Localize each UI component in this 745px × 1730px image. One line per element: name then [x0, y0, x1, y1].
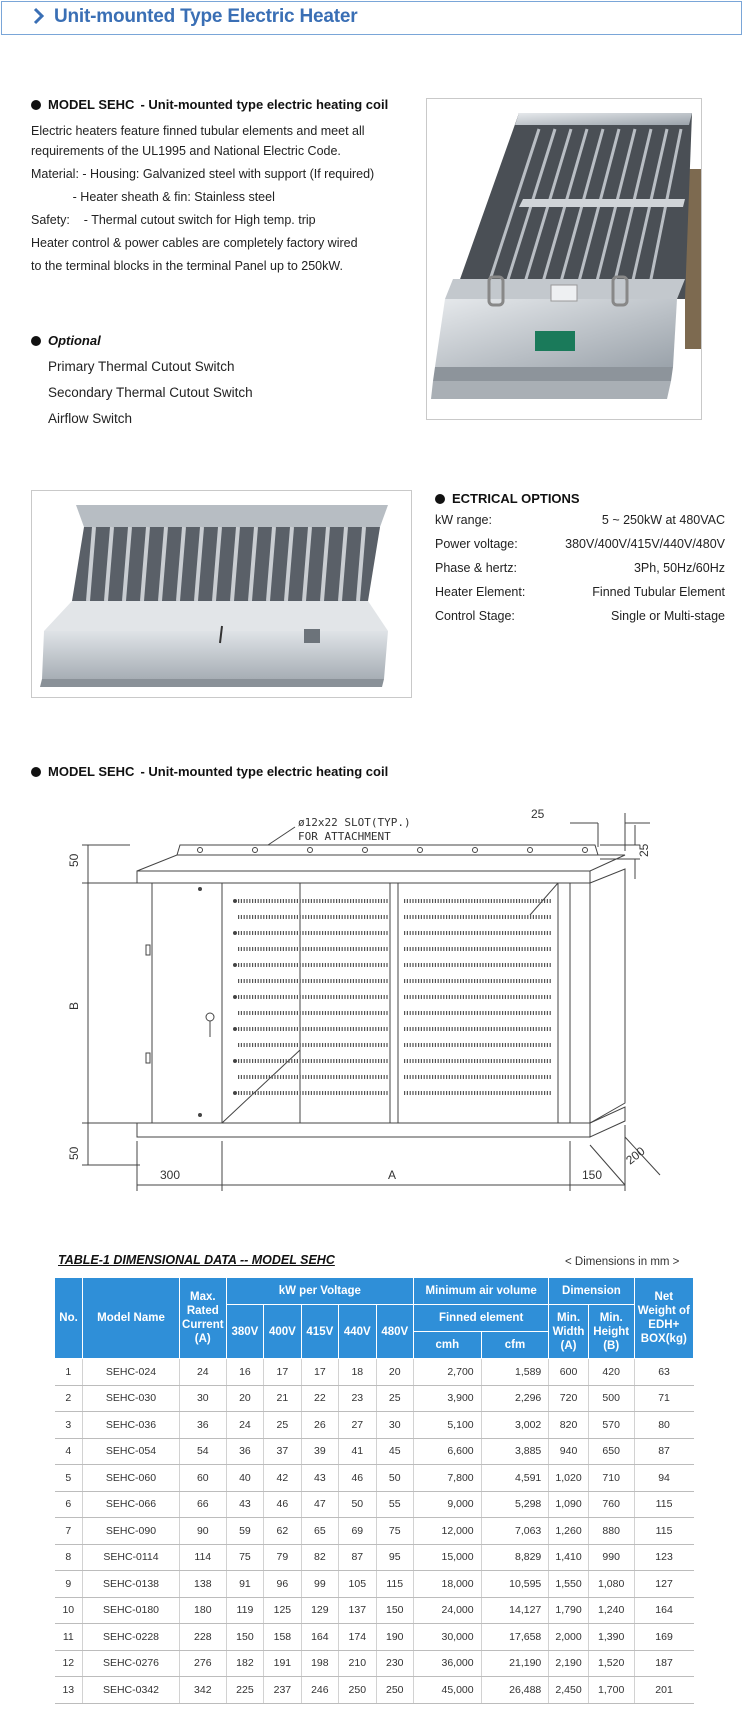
table-cell: 105 [339, 1571, 376, 1598]
table-cell: 8,829 [481, 1544, 549, 1571]
table-cell: 79 [264, 1544, 301, 1571]
table-cell: 17,658 [481, 1624, 549, 1651]
table-cell: 24,000 [413, 1597, 481, 1624]
table-cell: 8 [55, 1544, 83, 1571]
table-cell: SEHC-054 [83, 1438, 180, 1465]
table-cell: 71 [634, 1385, 693, 1412]
table-cell: 75 [226, 1544, 263, 1571]
table-cell: 420 [588, 1359, 634, 1386]
header-no: No. [55, 1278, 83, 1359]
dim-bottom-a: A [388, 1168, 397, 1182]
header-air-group: Minimum air volume [413, 1278, 548, 1305]
table-cell: 1,240 [588, 1597, 634, 1624]
table-cell: 1,589 [481, 1359, 549, 1386]
slot-note-line2: FOR ATTACHMENT [298, 830, 391, 843]
table-cell: 25 [264, 1412, 301, 1439]
table-cell: 129 [301, 1597, 338, 1624]
table-cell: 1,090 [549, 1491, 589, 1518]
table-cell: 342 [179, 1677, 226, 1704]
table-cell: 6 [55, 1491, 83, 1518]
table-cell: 50 [376, 1465, 413, 1492]
table-row [55, 1385, 694, 1412]
table-cell: 114 [179, 1544, 226, 1571]
table-cell: 7 [55, 1518, 83, 1545]
table-cell: 24 [226, 1412, 263, 1439]
table-cell: 570 [588, 1412, 634, 1439]
table-cell: 174 [339, 1624, 376, 1651]
table-cell: 20 [376, 1359, 413, 1386]
table-cell: 1,260 [549, 1518, 589, 1545]
electrical-row: Phase & hertz: 3Ph, 50Hz/60Hz [435, 561, 725, 575]
table-cell: 30 [179, 1385, 226, 1412]
chevron-right-icon [30, 7, 48, 25]
table-cell: 5,100 [413, 1412, 481, 1439]
table-cell: 760 [588, 1491, 634, 1518]
table-cell: 25 [376, 1385, 413, 1412]
table-cell: 21,190 [481, 1650, 549, 1677]
table-cell: 14,127 [481, 1597, 549, 1624]
electrical-row: Power voltage: 380V/400V/415V/440V/480V [435, 537, 725, 551]
table-cell: 2,000 [549, 1624, 589, 1651]
table-cell: 246 [301, 1677, 338, 1704]
table-cell: 164 [634, 1597, 693, 1624]
table-cell: 13 [55, 1677, 83, 1704]
bullet-icon [31, 336, 41, 346]
table-cell: 138 [179, 1571, 226, 1598]
table-cell: 1,700 [588, 1677, 634, 1704]
table-cell: 99 [301, 1571, 338, 1598]
table-cell: 600 [549, 1359, 589, 1386]
table-cell: 190 [376, 1624, 413, 1651]
table-cell: 40 [226, 1465, 263, 1492]
slot-note-line1: ø12x22 SLOT(TYP.) [298, 816, 411, 829]
table-cell: 65 [301, 1518, 338, 1545]
table-cell: 180 [179, 1597, 226, 1624]
table-cell: 12 [55, 1650, 83, 1677]
table-cell: 940 [549, 1438, 589, 1465]
table-cell: 87 [634, 1438, 693, 1465]
bullet-icon [31, 100, 41, 110]
table-cell: 37 [264, 1438, 301, 1465]
table-cell: 4 [55, 1438, 83, 1465]
table-row [55, 1359, 694, 1386]
table-cell: 3,900 [413, 1385, 481, 1412]
section1-description: Electric heaters feature finned tubular elements and meet all requirements of the UL1995 and National Electric Code. Material: - Housing: Galvanized steel with support (If required) - Heater sheath & fin: Stainless steel Safety: - Thermal cutout switch for High temp. trip Heater control & power cables are completely factory wired to the terminal blocks in the terminal Panel up to 250kW. [31, 124, 375, 273]
electrical-row: kW range: 5 ~ 250kW at 480VAC [435, 513, 725, 527]
table-cell: 2,190 [549, 1650, 589, 1677]
section2-heading: MODEL SEHC - Unit-mounted type electric heating coil [31, 764, 388, 779]
dim-left-top: 50 [67, 853, 81, 867]
table-cell: 23 [339, 1385, 376, 1412]
table-cell: 45 [376, 1438, 413, 1465]
dim-top-right-vertical: 25 [637, 843, 651, 857]
dim-depth: 200 [623, 1143, 648, 1168]
table-cell: 150 [226, 1624, 263, 1651]
header-current: Max. Rated Current (A) [179, 1278, 226, 1359]
table-cell: 4,591 [481, 1465, 549, 1492]
table-cell: 1 [55, 1359, 83, 1386]
table-cell: 30,000 [413, 1624, 481, 1651]
table-row [55, 1624, 694, 1651]
optional-item: Airflow Switch [48, 411, 133, 426]
table-cell: 10 [55, 1597, 83, 1624]
table-cell: 1,080 [588, 1571, 634, 1598]
table-cell: 119 [226, 1597, 263, 1624]
table-cell: 1,390 [588, 1624, 634, 1651]
table-cell: 36 [179, 1412, 226, 1439]
table-cell: 55 [376, 1491, 413, 1518]
table-cell: 7,800 [413, 1465, 481, 1492]
table-cell: 820 [549, 1412, 589, 1439]
table-cell: 123 [634, 1544, 693, 1571]
table-cell: 276 [179, 1650, 226, 1677]
optional-item: Primary Thermal Cutout Switch [48, 359, 235, 374]
table-cell: 2,700 [413, 1359, 481, 1386]
table-cell: SEHC-066 [83, 1491, 180, 1518]
table-cell: 21 [264, 1385, 301, 1412]
dim-bottom-left: 300 [160, 1168, 181, 1182]
table-row [55, 1465, 694, 1492]
table-cell: SEHC-060 [83, 1465, 180, 1492]
table-cell: 82 [301, 1544, 338, 1571]
optional-heading: Optional [31, 333, 101, 348]
table-cell: SEHC-0180 [83, 1597, 180, 1624]
table-row [55, 1597, 694, 1624]
table-cell: 36 [226, 1438, 263, 1465]
table-cell: 36,000 [413, 1650, 481, 1677]
table-cell: 210 [339, 1650, 376, 1677]
table-cell: 5,298 [481, 1491, 549, 1518]
header-finned: Finned element [413, 1305, 548, 1332]
table-cell: 2,296 [481, 1385, 549, 1412]
dimensional-data-table [54, 1277, 694, 1704]
header-voltage: 440V [339, 1305, 376, 1359]
table-cell: 127 [634, 1571, 693, 1598]
table-cell: 30 [376, 1412, 413, 1439]
table-cell: 15,000 [413, 1544, 481, 1571]
table-cell: 69 [339, 1518, 376, 1545]
table-cell: 95 [376, 1544, 413, 1571]
table-row [55, 1412, 694, 1439]
table-caption: TABLE-1 DIMENSIONAL DATA -- MODEL SEHC [58, 1253, 335, 1267]
table-row [55, 1650, 694, 1677]
table-cell: 96 [264, 1571, 301, 1598]
table-cell: 10,595 [481, 1571, 549, 1598]
table-cell: 187 [634, 1650, 693, 1677]
optional-list [48, 354, 253, 432]
table-cell: 115 [634, 1491, 693, 1518]
bullet-icon [435, 494, 445, 504]
table-cell: 46 [339, 1465, 376, 1492]
heater-photo-unit [426, 98, 702, 420]
table-cell: 17 [301, 1359, 338, 1386]
table-cell: 66 [179, 1491, 226, 1518]
table-cell: 41 [339, 1438, 376, 1465]
electrical-row: Heater Element: Finned Tubular Element [435, 585, 725, 599]
table-cell: 45,000 [413, 1677, 481, 1704]
table-cell: 2,450 [549, 1677, 589, 1704]
header-dimension-group: Dimension [549, 1278, 634, 1305]
table-cell: 720 [549, 1385, 589, 1412]
table-cell: SEHC-0228 [83, 1624, 180, 1651]
header-net-weight: Net Weight of EDH+ BOX(kg) [634, 1278, 693, 1359]
table-cell: 1,410 [549, 1544, 589, 1571]
table-cell: 225 [226, 1677, 263, 1704]
table-cell: 43 [226, 1491, 263, 1518]
table-cell: 75 [376, 1518, 413, 1545]
table-cell: 125 [264, 1597, 301, 1624]
dimensions-note: < Dimensions in mm > [565, 1256, 680, 1268]
table-cell: SEHC-0114 [83, 1544, 180, 1571]
table-cell: 1,020 [549, 1465, 589, 1492]
table-cell: 710 [588, 1465, 634, 1492]
table-cell: 26,488 [481, 1677, 549, 1704]
table-row [55, 1677, 694, 1704]
table-cell: 27 [339, 1412, 376, 1439]
header-kw-group: kW per Voltage [226, 1278, 413, 1305]
table-cell: SEHC-030 [83, 1385, 180, 1412]
electrical-heading: ECTRICAL OPTIONS [435, 491, 580, 506]
table-cell: 9,000 [413, 1491, 481, 1518]
table-cell: 90 [179, 1518, 226, 1545]
table-cell: 80 [634, 1412, 693, 1439]
table-cell: 87 [339, 1544, 376, 1571]
table-cell: 1,520 [588, 1650, 634, 1677]
table-cell: 9 [55, 1571, 83, 1598]
table-cell: 150 [376, 1597, 413, 1624]
table-cell: 18,000 [413, 1571, 481, 1598]
table-cell: 54 [179, 1438, 226, 1465]
table-cell: 12,000 [413, 1518, 481, 1545]
table-cell: 115 [634, 1518, 693, 1545]
header-voltage: 380V [226, 1305, 263, 1359]
table-cell: 3,002 [481, 1412, 549, 1439]
table-cell: 115 [376, 1571, 413, 1598]
table-row [55, 1571, 694, 1598]
table-cell: 880 [588, 1518, 634, 1545]
header-voltage: 415V [301, 1305, 338, 1359]
table-cell: SEHC-0138 [83, 1571, 180, 1598]
table-cell: 198 [301, 1650, 338, 1677]
table-cell: 3,885 [481, 1438, 549, 1465]
table-cell: 250 [339, 1677, 376, 1704]
table-cell: 63 [634, 1359, 693, 1386]
dim-left-bottom: 50 [67, 1146, 81, 1160]
header-voltage: 480V [376, 1305, 413, 1359]
table-cell: 24 [179, 1359, 226, 1386]
section1-heading: MODEL SEHC - Unit-mounted type electric heating coil [31, 97, 388, 112]
table-cell: 11 [55, 1624, 83, 1651]
header-cmh: cmh [413, 1332, 481, 1359]
table-cell: 169 [634, 1624, 693, 1651]
table-cell: 137 [339, 1597, 376, 1624]
header-min-width: Min. Width (A) [549, 1305, 589, 1359]
table-cell: 62 [264, 1518, 301, 1545]
heater-photo-frame [31, 490, 412, 698]
dim-bottom-right: 150 [582, 1168, 603, 1182]
table-cell: 39 [301, 1438, 338, 1465]
table-cell: 60 [179, 1465, 226, 1492]
table-cell: 46 [264, 1491, 301, 1518]
table-cell: SEHC-036 [83, 1412, 180, 1439]
electrical-options-list [435, 513, 725, 633]
table-cell: 650 [588, 1438, 634, 1465]
table-cell: 5 [55, 1465, 83, 1492]
table-cell: 228 [179, 1624, 226, 1651]
bullet-icon [31, 767, 41, 777]
table-cell: 990 [588, 1544, 634, 1571]
table-cell: 182 [226, 1650, 263, 1677]
table-cell: 59 [226, 1518, 263, 1545]
electrical-row: Control Stage: Single or Multi-stage [435, 609, 725, 623]
table-cell: 201 [634, 1677, 693, 1704]
table-cell: 250 [376, 1677, 413, 1704]
table-cell: 94 [634, 1465, 693, 1492]
table-cell: 3 [55, 1412, 83, 1439]
table-cell: 230 [376, 1650, 413, 1677]
table-cell: 2 [55, 1385, 83, 1412]
optional-item: Secondary Thermal Cutout Switch [48, 385, 253, 400]
header-min-height: Min. Height (B) [588, 1305, 634, 1359]
table-cell: 43 [301, 1465, 338, 1492]
table-cell: 20 [226, 1385, 263, 1412]
table-cell: 91 [226, 1571, 263, 1598]
header-cfm: cfm [481, 1332, 549, 1359]
table-cell: 1,790 [549, 1597, 589, 1624]
table-cell: 6,600 [413, 1438, 481, 1465]
table-row [55, 1544, 694, 1571]
header-model: Model Name [83, 1278, 180, 1359]
table-cell: SEHC-090 [83, 1518, 180, 1545]
table-cell: 1,550 [549, 1571, 589, 1598]
table-row [55, 1438, 694, 1465]
table-cell: 42 [264, 1465, 301, 1492]
dimension-drawing [67, 785, 670, 1205]
table-row [55, 1518, 694, 1545]
table-cell: 164 [301, 1624, 338, 1651]
table-cell: 26 [301, 1412, 338, 1439]
table-cell: 50 [339, 1491, 376, 1518]
header-voltage: 400V [264, 1305, 301, 1359]
table-cell: SEHC-0276 [83, 1650, 180, 1677]
table-cell: 7,063 [481, 1518, 549, 1545]
page-title: Unit-mounted Type Electric Heater [54, 6, 358, 27]
table-cell: SEHC-024 [83, 1359, 180, 1386]
table-cell: 237 [264, 1677, 301, 1704]
table-cell: 22 [301, 1385, 338, 1412]
table-cell: 191 [264, 1650, 301, 1677]
table-row [55, 1491, 694, 1518]
table-cell: 500 [588, 1385, 634, 1412]
dim-top-right-horizontal: 25 [531, 807, 545, 821]
table-cell: 18 [339, 1359, 376, 1386]
table-cell: 158 [264, 1624, 301, 1651]
table-cell: 17 [264, 1359, 301, 1386]
table-cell: SEHC-0342 [83, 1677, 180, 1704]
table-cell: 47 [301, 1491, 338, 1518]
dim-left-b: B [67, 1001, 81, 1010]
table-cell: 16 [226, 1359, 263, 1386]
